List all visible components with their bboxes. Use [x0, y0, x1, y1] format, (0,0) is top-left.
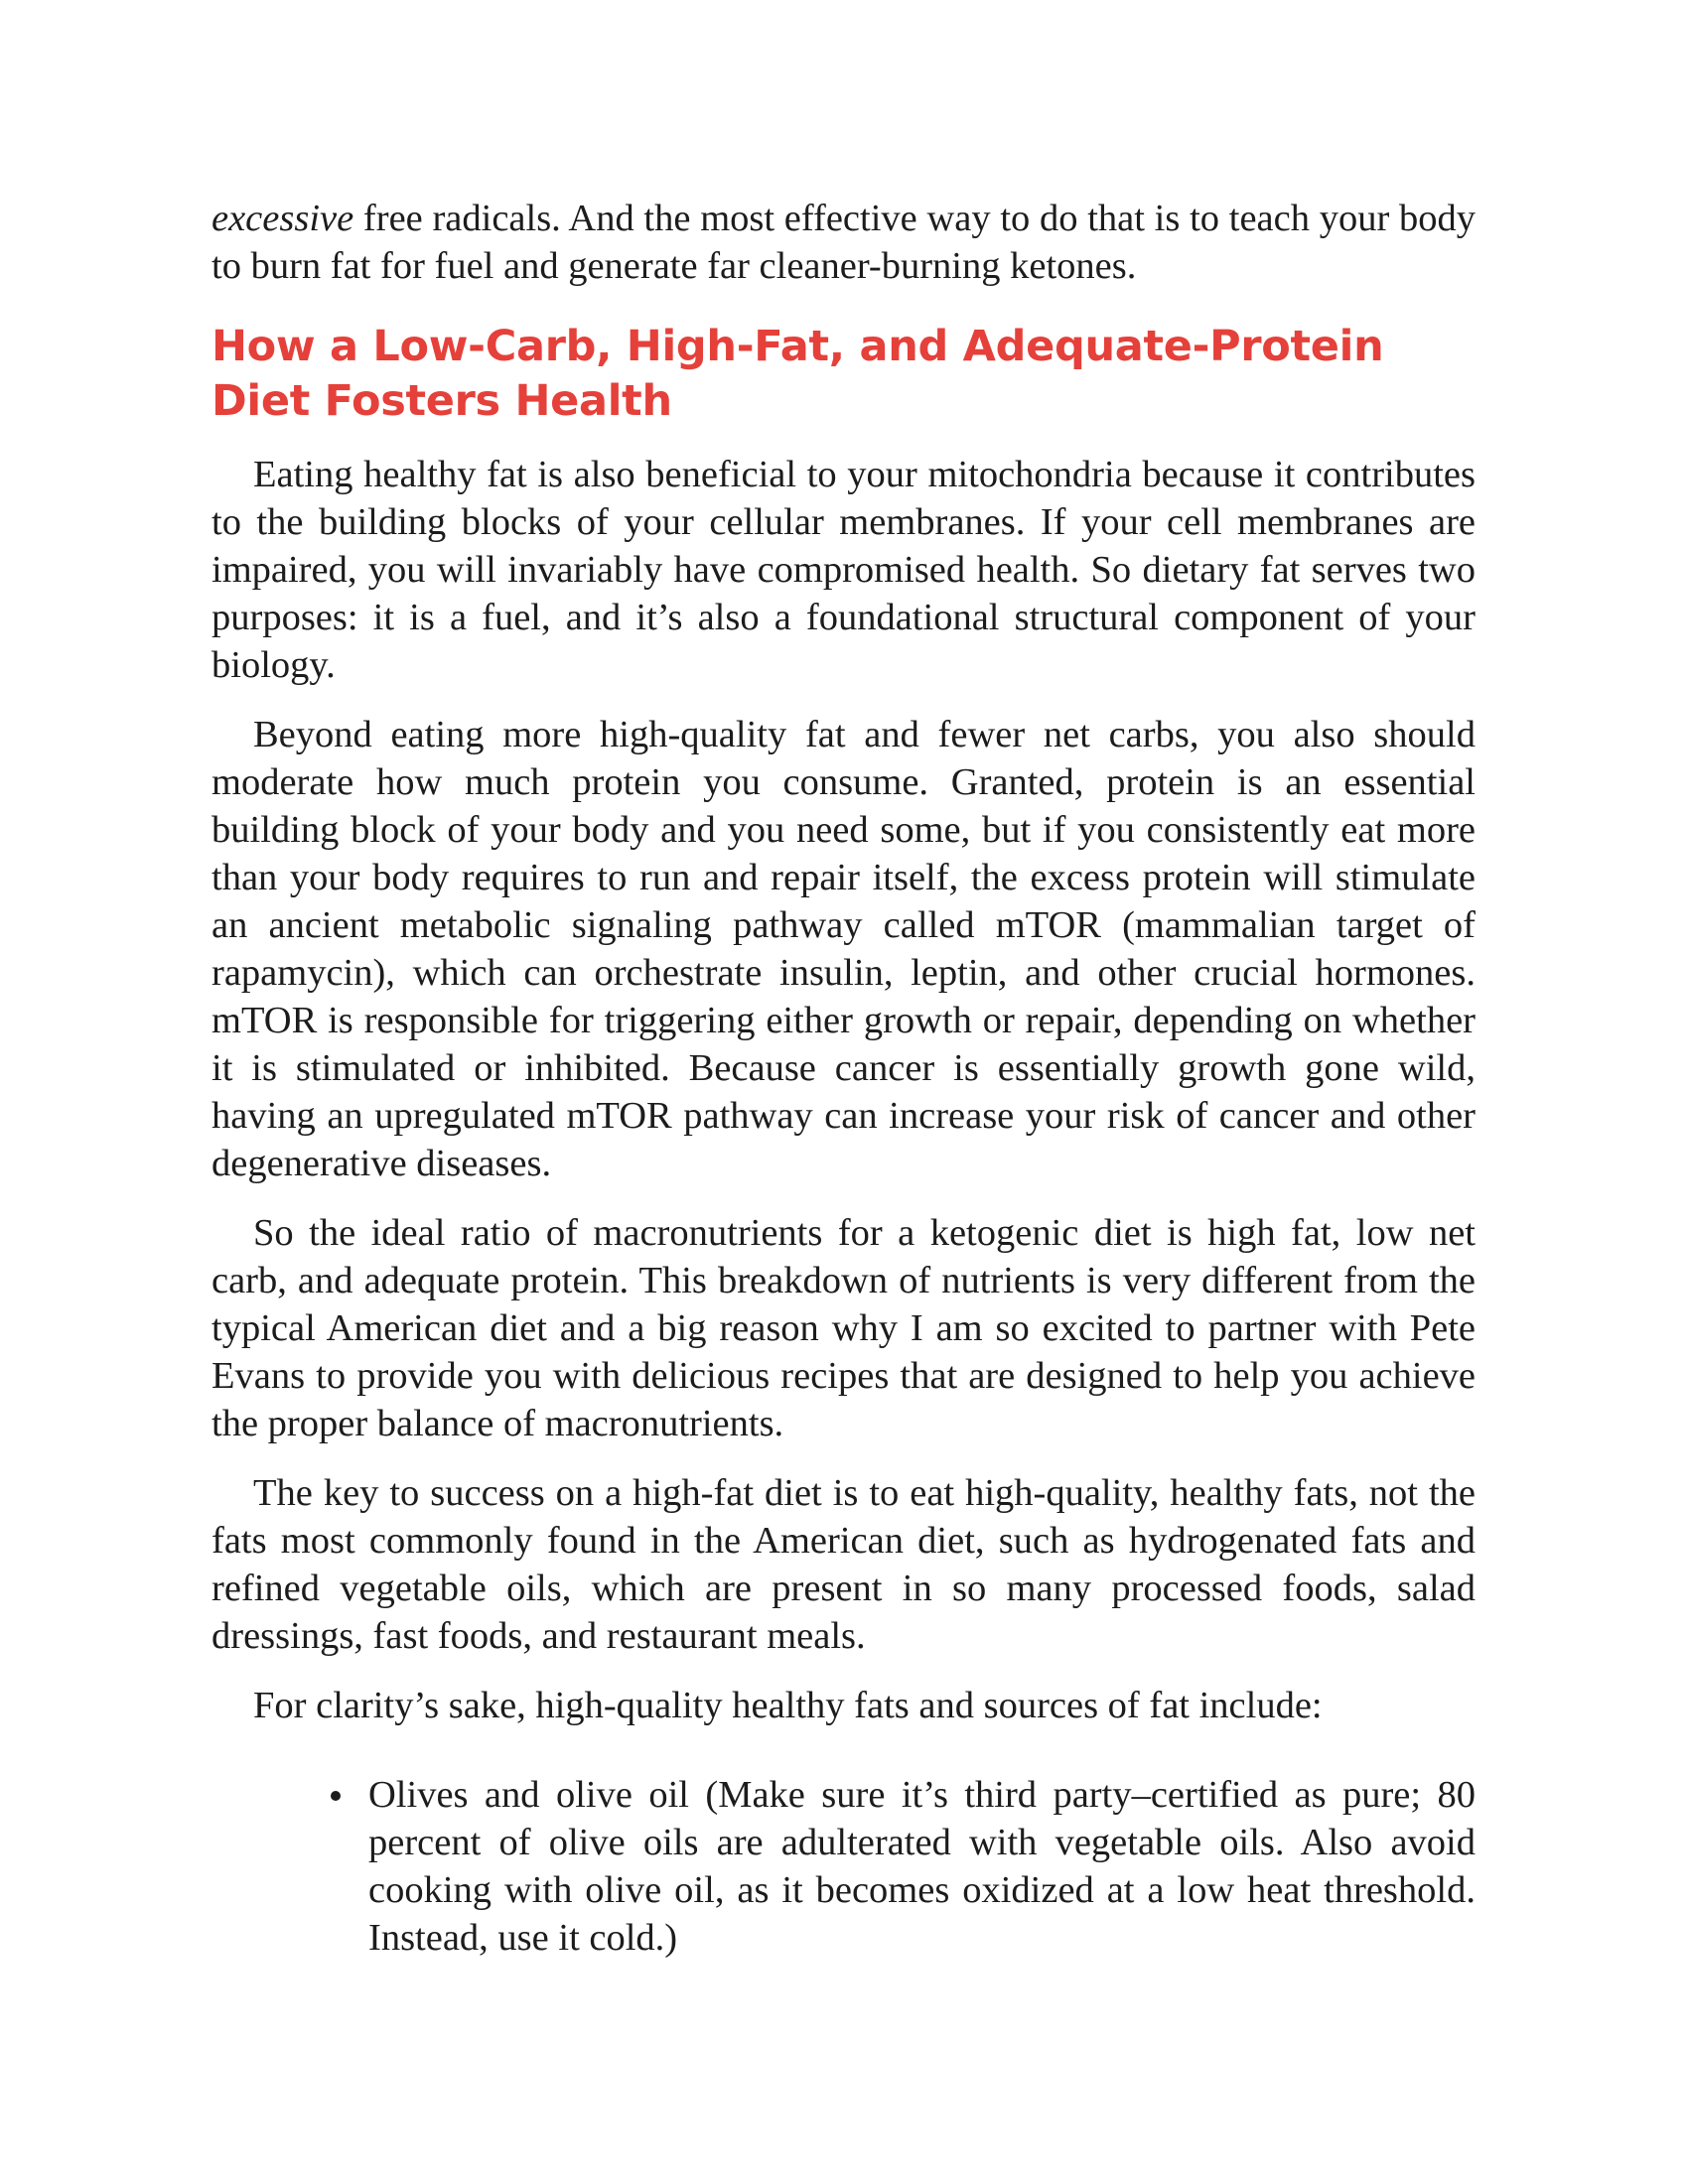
body-paragraph-3: So the ideal ratio of macronutrients for a ketogenic diet is high fat, low net carb, and adequate protein. This breakdown of nutrients is very different from the typical American diet and a big reason why I am so excited to partner with Pete Evans to provide you with delicious recipes that are designed to help you achieve the proper balance of macronutrients.: [211, 1212, 1476, 1444]
intro-paragraph: [211, 195, 1476, 290]
body-paragraph-4: The key to success on a high-fat diet is to eat high-quality, healthy fats, not the fats most commonly found in the American diet, such as hydrogenated fats and refined vegetable oils, which are present in so many processed foods, salad dressings, fast foods, and restaurant meals.: [211, 1472, 1476, 1657]
fat-sources-list: [211, 1771, 1476, 1962]
intro-italic-word: excessive: [211, 198, 354, 239]
intro-text: free radicals. And the most effective way to do that is to teach your body to burn fat for fuel and generate far cleaner-burning ketones.: [211, 198, 1476, 287]
list-item: [368, 1771, 1476, 1962]
body-paragraph-5: For clarity’s sake, high-quality healthy fats and sources of fat include:: [253, 1685, 1323, 1726]
list-item-text: Olives and olive oil (Make sure it’s third party–certified as pure; 80 percent of olive oils are adulterated with vegetable oils. Also avoid cooking with olive oil, as it becomes oxidized at a low heat threshold. Instead, use it cold.): [368, 1774, 1476, 1959]
body-paragraph-1: Eating healthy fat is also beneficial to your mitochondria because it contributes to the building blocks of your cellular membranes. If your cell membranes are impaired, you will invariably have compromised health. So dietary fat serves two purposes: it is a fuel, and it’s also a foundational structural component of your biology.: [211, 454, 1476, 686]
body-paragraph-2: Beyond eating more high-quality fat and fewer net carbs, you also should moderate how much protein you consume. Granted, protein is an essential building block of your body and you need some, but if you consistently eat more than your body requires to run and repair itself, the excess protein will stimulate an ancient metabolic signaling pathway called mTOR (mammalian target of rapamycin), which can orchestrate insulin, leptin, and other crucial hormones. mTOR is responsible for triggering either growth or repair, depending on whether it is stimulated or inhibited. Because cancer is essentially growth gone wild, having an upregulated mTOR pathway can increase your risk of cancer and other degenerative diseases.: [211, 714, 1476, 1184]
bullet-icon: [331, 1791, 341, 1801]
section-heading: How a Low-Carb, High-Fat, and Adequate-Protein Diet Fosters Health: [211, 322, 1384, 426]
page-content: [211, 195, 1476, 1962]
